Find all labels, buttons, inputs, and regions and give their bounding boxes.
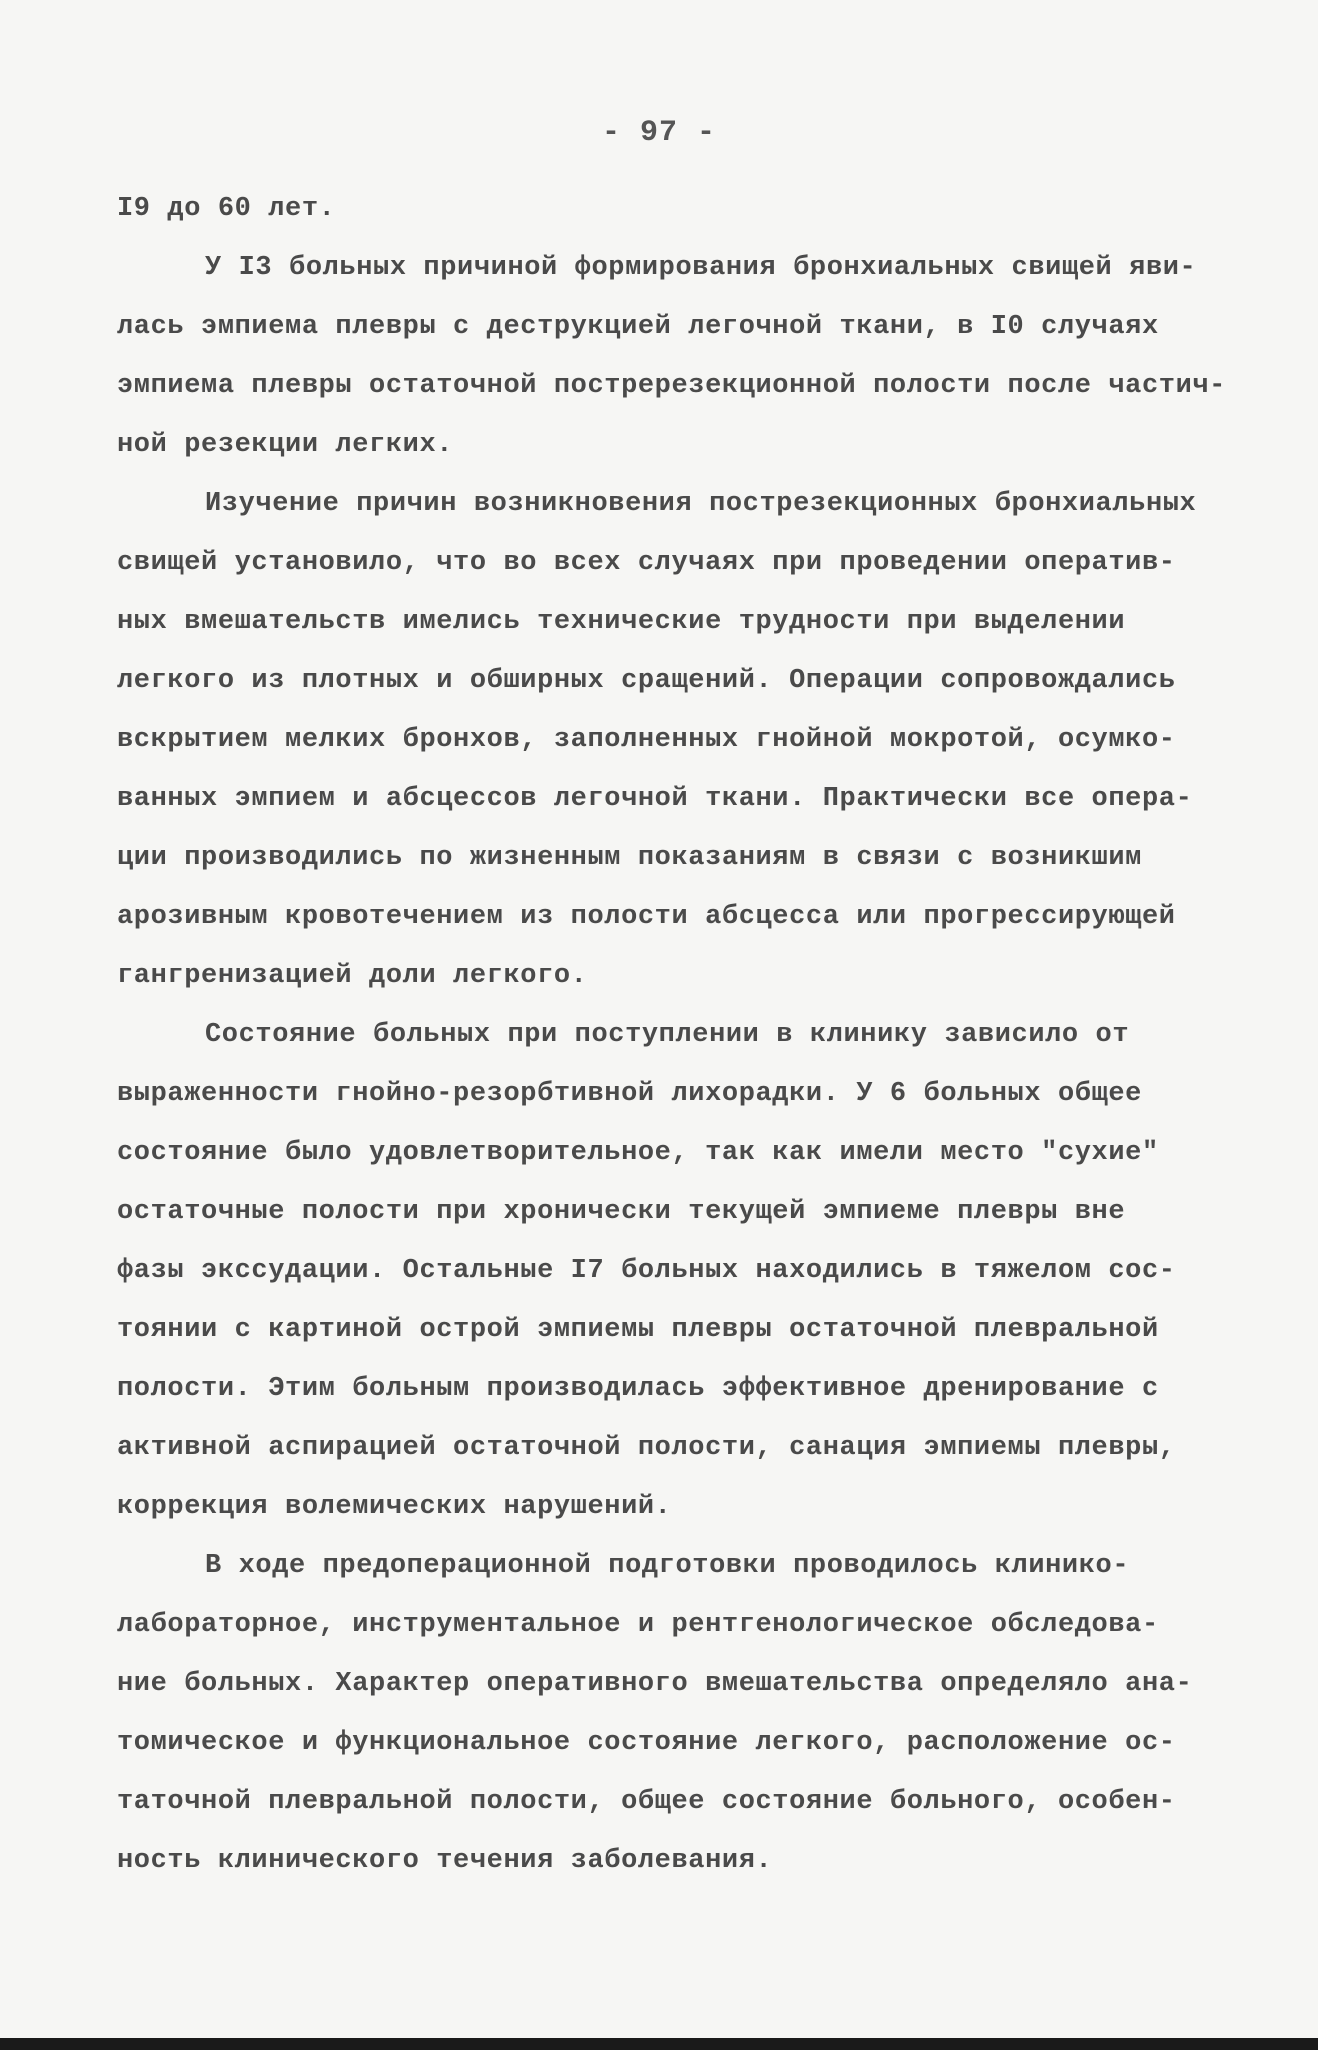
- text-line: ность клинического течения заболевания.: [117, 1846, 773, 1876]
- text-line: гангренизацией доли легкого.: [117, 961, 588, 991]
- text-line: остаточные полости при хронически текущей эмпиеме плевры вне: [117, 1197, 1126, 1227]
- page-number: - 97 -: [601, 116, 717, 150]
- text-line: легкого из плотных и обширных сращений. Операции сопровождались: [117, 666, 1176, 696]
- text-line: коррекция волемических нарушений.: [117, 1492, 672, 1522]
- text-line: У I3 больных причиной формирования бронхиальных свищей яви-: [205, 253, 1197, 283]
- text-line: ной резекции легких.: [117, 430, 454, 460]
- text-line: В ходе предоперационной подготовки проводилось клинико-: [205, 1551, 1130, 1581]
- text-line: ванных эмпием и абсцессов легочной ткани. Практически все опера-: [117, 784, 1193, 814]
- text-line: лабораторное, инструментальное и рентгенологическое обследова-: [117, 1610, 1159, 1640]
- text-line: свищей установило, что во всех случаях при проведении оператив-: [117, 548, 1176, 578]
- text-line: ние больных. Характер оперативного вмешательства определяло ана-: [117, 1669, 1193, 1699]
- text-line: выраженности гнойно-резорбтивной лихорадки. У 6 больных общее: [117, 1079, 1142, 1109]
- text-line: ных вмешательств имелись технические трудности при выделении: [117, 607, 1126, 637]
- text-line: лась эмпиема плевры с деструкцией легочной ткани, в I0 случаях: [117, 312, 1159, 342]
- text-line: таточной плевральной полости, общее состояние больного, особен-: [117, 1787, 1176, 1817]
- text-line: Изучение причин возникновения пострезекционных бронхиальных: [205, 489, 1197, 519]
- text-line: ции производились по жизненным показаниям в связи с возникшим: [117, 843, 1142, 873]
- text-line: полости. Этим больным производилась эффективное дренирование с: [117, 1374, 1159, 1404]
- text-line: томическое и функциональное состояние легкого, расположение ос-: [117, 1728, 1176, 1758]
- text-line: фазы экссудации. Остальные I7 больных находились в тяжелом сос-: [117, 1256, 1176, 1286]
- text-line: активной аспирацией остаточной полости, санация эмпиемы плевры,: [117, 1433, 1176, 1463]
- text-line: состояние было удовлетворительное, так как имели место "сухие": [117, 1138, 1159, 1168]
- text-line: арозивным кровотечением из полости абсцесса или прогрессирующей: [117, 902, 1176, 932]
- text-line: I9 до 60 лет.: [117, 194, 336, 224]
- text-line: тоянии с картиной острой эмпиемы плевры остаточной плевральной: [117, 1315, 1159, 1345]
- text-line: эмпиема плевры остаточной постререзекционной полости после частич-: [117, 371, 1226, 401]
- text-line: вскрытием мелких бронхов, заполненных гнойной мокротой, осумко-: [117, 725, 1176, 755]
- scan-bottom-edge: [0, 2038, 1318, 2050]
- text-line: Состояние больных при поступлении в клинику зависило от: [205, 1020, 1130, 1050]
